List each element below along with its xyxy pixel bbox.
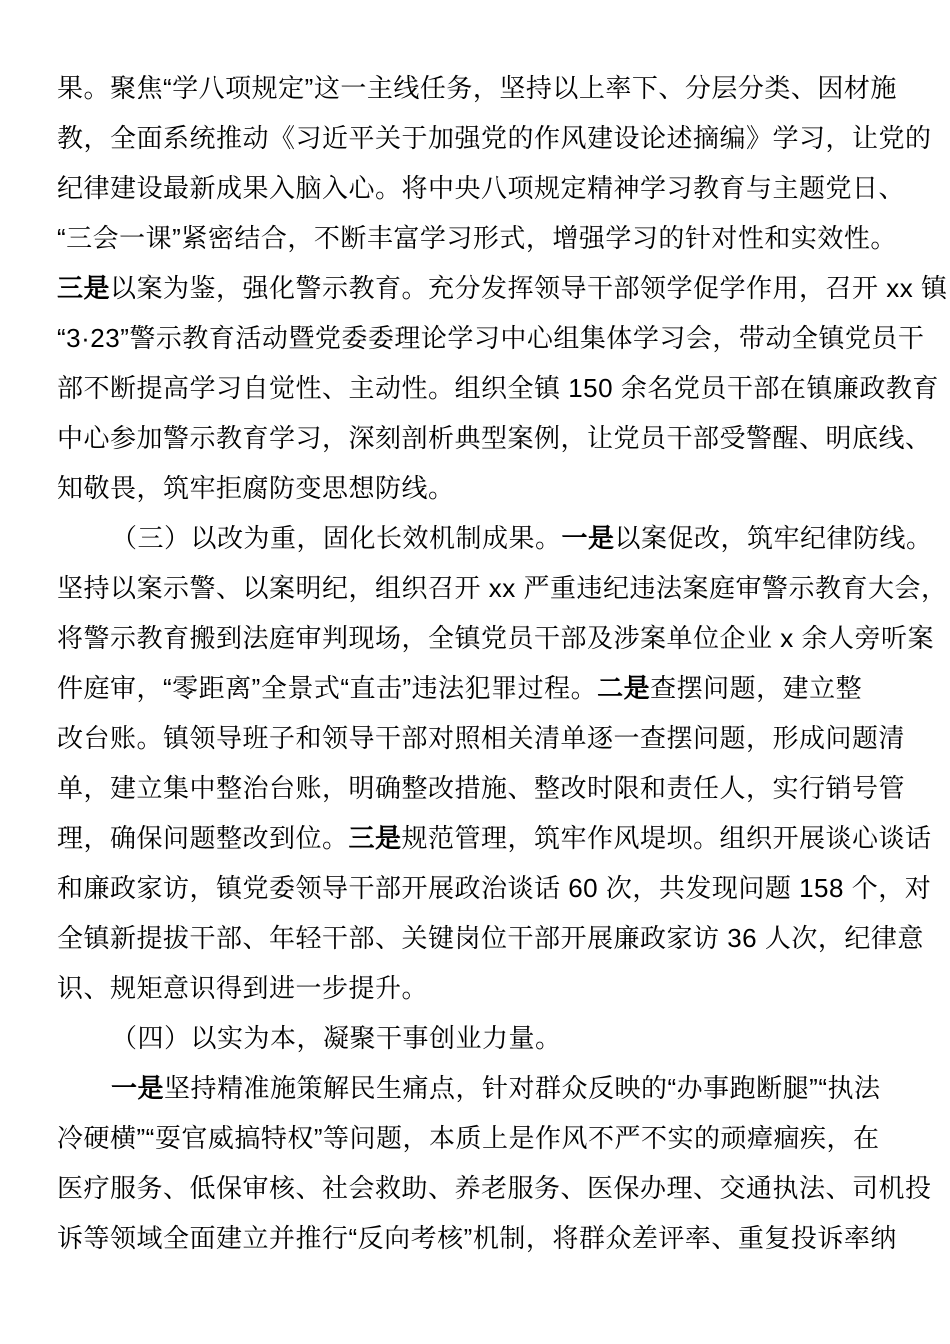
text-line xyxy=(57,263,948,313)
text-line xyxy=(57,413,937,463)
text-run: 中心参加警示教育学习，深刻剖析典型案例，让党员干部受警醒、明底线、 xyxy=(57,423,932,453)
text-run: 医疗服务、低保审核、社会救助、养老服务、医保办理、交通执法、司机投 xyxy=(57,1173,932,1203)
paragraph-study-eight-regulations xyxy=(57,63,948,513)
text-run: 坚持以案示警、以案明纪，组织召开 xx 严重违纪违法案庭审警示教育大会， xyxy=(57,573,948,603)
text-line xyxy=(57,913,937,963)
paragraph-four-heading xyxy=(57,1013,937,1063)
text-line xyxy=(57,813,937,863)
text-line xyxy=(57,463,937,513)
text-line xyxy=(57,763,937,813)
text-line xyxy=(57,1163,937,1213)
text-run: 规范管理，筑牢作风堤坝。组织开展谈心谈话 xyxy=(401,823,932,853)
text-run: （三）以改为重，固化长效机制成果。 xyxy=(111,523,562,553)
text-line xyxy=(57,963,937,1013)
text-run: 和廉政家访，镇党委领导干部开展政治谈话 60 次，共发现问题 158 个，对 xyxy=(57,873,932,903)
text-run: 理，确保问题整改到位。 xyxy=(57,823,349,853)
text-run: 单，建立集中整治台账，明确整改措施、整改时限和责任人，实行销号管 xyxy=(57,773,906,803)
text-line xyxy=(57,563,948,613)
text-line xyxy=(57,863,937,913)
text-run: 诉等领域全面建立并推行“反向考核”机制，将群众差评率、重复投诉率纳 xyxy=(57,1223,897,1253)
text-line xyxy=(57,713,937,763)
text-line xyxy=(57,613,937,663)
text-line xyxy=(57,663,937,713)
text-run: 以案促改，筑牢纪律防线。 xyxy=(614,523,933,553)
text-run: 坚持精准施策解民生痛点，针对群众反映的“办事跑断腿”“执法 xyxy=(164,1073,881,1103)
text-line xyxy=(57,1063,937,1113)
text-run: 教，全面系统推动《习近平关于加强党的作风建设论述摘编》学习，让党的 xyxy=(57,123,932,153)
text-run: 件庭审，“零距离”全景式“直击”违法犯罪过程。 xyxy=(57,673,598,703)
document-page xyxy=(57,63,948,1263)
text-run: 将警示教育搬到法庭审判现场，全镇党员干部及涉案单位企业 x 余人旁听案 xyxy=(57,623,934,653)
bold-text-run: 三是 xyxy=(57,273,111,303)
text-run: 果。聚焦“学八项规定”这一主线任务，坚持以上率下、分层分类、因材施 xyxy=(57,73,897,103)
text-line xyxy=(57,113,937,163)
text-run: 以案为鉴，强化警示教育。充分发挥领导干部领学促学作用，召开 xx 镇 xyxy=(110,273,948,303)
text-line xyxy=(57,213,937,263)
text-run: 冷硬横”“耍官威搞特权”等问题，本质上是作风不严不实的顽瘴痼疾，在 xyxy=(57,1123,880,1153)
text-line xyxy=(57,363,937,413)
text-line xyxy=(57,63,937,113)
text-run: 识、规矩意识得到进一步提升。 xyxy=(57,973,429,1003)
text-line xyxy=(57,513,937,563)
text-line xyxy=(57,1213,937,1263)
text-line xyxy=(57,1113,937,1163)
text-run: 部不断提高学习自觉性、主动性。组织全镇 150 余名党员干部在镇廉政教育 xyxy=(57,373,939,403)
bold-text-run: 三是 xyxy=(348,823,402,853)
bold-text-run: 一是 xyxy=(561,523,615,553)
bold-text-run: 二是 xyxy=(597,673,651,703)
text-run: （四）以实为本，凝聚干事创业力量。 xyxy=(111,1023,562,1053)
text-run: 改台账。镇领导班子和领导干部对照相关清单逐一查摆问题，形成问题清 xyxy=(57,723,906,753)
text-run: 查摆问题，建立整 xyxy=(650,673,863,703)
text-run: 纪律建设最新成果入脑入心。将中央八项规定精神学习教育与主题党日、 xyxy=(57,173,906,203)
paragraph-three-consolidate-mechanism xyxy=(57,513,948,1013)
text-run: 全镇新提拔干部、年轻干部、关键岗位干部开展廉政家访 36 人次，纪律意 xyxy=(57,923,924,953)
text-line xyxy=(57,163,937,213)
text-run: “三会一课”紧密结合，不断丰富学习形式，增强学习的针对性和实效性。 xyxy=(57,223,897,253)
text-run: “3·23”警示教育活动暨党委委理论学习中心组集体学习会，带动全镇党员干 xyxy=(57,323,925,353)
text-line xyxy=(57,1013,937,1063)
bold-text-run: 一是 xyxy=(111,1073,165,1103)
text-line xyxy=(57,313,937,363)
text-run: 知敬畏，筑牢拒腐防变思想防线。 xyxy=(57,473,455,503)
paragraph-precise-policy xyxy=(57,1063,937,1263)
